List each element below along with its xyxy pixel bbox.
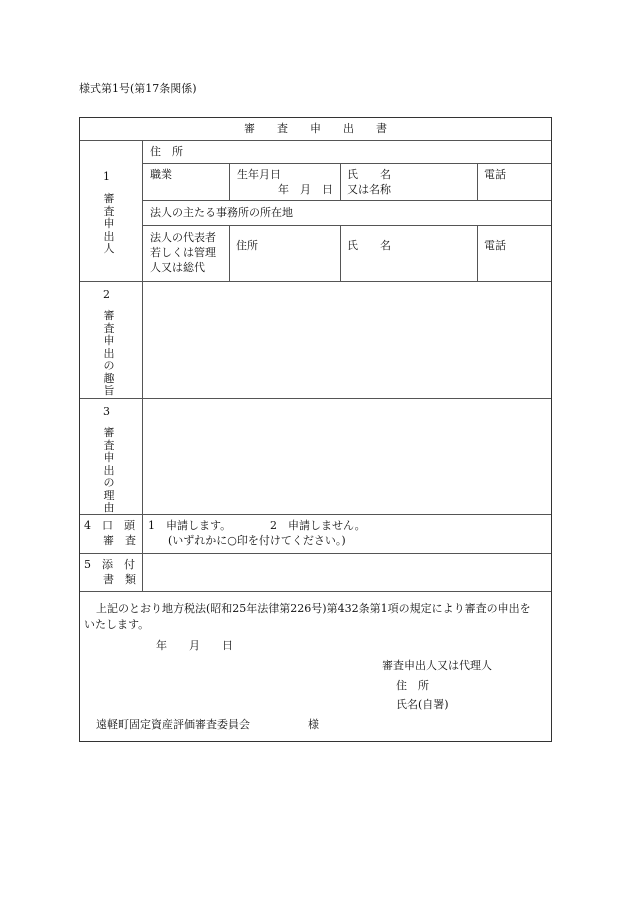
birthdate-label: 生年月日 <box>237 168 281 181</box>
section3-number: 3 <box>103 405 110 418</box>
section2-label: 審 査 申 出 の 趣 旨 <box>103 309 115 397</box>
statement-line2: いたします。 <box>84 618 150 631</box>
addressee: 遠軽町固定資産評価審査委員会 <box>96 718 250 731</box>
corp-office-label: 法人の主たる事務所の所在地 <box>150 206 293 219</box>
rep-address-label: 住所 <box>236 239 258 252</box>
form-title: 審 査 申 出 書 <box>244 122 387 135</box>
name-label: 氏 名 <box>347 168 391 181</box>
birthdate-units: 年 月 日 <box>278 183 333 196</box>
corp-rep-line2: 若しくは管理 <box>150 246 216 259</box>
section1-number: 1 <box>103 170 110 183</box>
section5-label-line2: 書 類 <box>103 573 136 586</box>
section3-label: 審 査 申 出 の 理 由 <box>103 426 115 514</box>
oral-option-note: (いずれかに○印を付けてください。) <box>168 534 346 547</box>
applicant-label: 審査申出人又は代理人 <box>382 659 492 672</box>
addressee-honorific: 様 <box>308 718 319 731</box>
statement-line1: 上記のとおり地方税法(昭和25年法律第226号)第432条第1項の規定により審査の申出を <box>96 602 531 615</box>
occupation-label: 職業 <box>150 168 172 181</box>
phone-label: 電話 <box>484 168 506 181</box>
corp-rep-line3: 人又は総代 <box>150 261 205 274</box>
form-caption: 様式第1号(第17条関係) <box>79 82 197 95</box>
corp-rep-line1: 法人の代表者 <box>150 231 216 244</box>
section4-label-line1: 4 口 頭 <box>84 519 135 532</box>
address-label: 住 所 <box>150 145 183 158</box>
date-line: 年 月 日 <box>156 639 233 652</box>
applicant-address-label: 住 所 <box>396 679 429 692</box>
rep-name-label: 氏 名 <box>347 239 391 252</box>
oral-option-2: 2 申請しません。 <box>270 519 366 532</box>
applicant-name-label: 氏名(自署) <box>396 698 449 711</box>
section5-label-line1: 5 添 付 <box>84 558 135 571</box>
section2-number: 2 <box>103 288 110 301</box>
section4-label-line2: 審 査 <box>103 534 136 547</box>
oral-option-1: 1 申請します。 <box>148 519 232 532</box>
application-form <box>79 117 552 742</box>
section1-label: 審 査 申 出 人 <box>103 192 115 255</box>
name-or-title-label: 又は名称 <box>347 183 391 196</box>
rep-phone-label: 電話 <box>484 239 506 252</box>
